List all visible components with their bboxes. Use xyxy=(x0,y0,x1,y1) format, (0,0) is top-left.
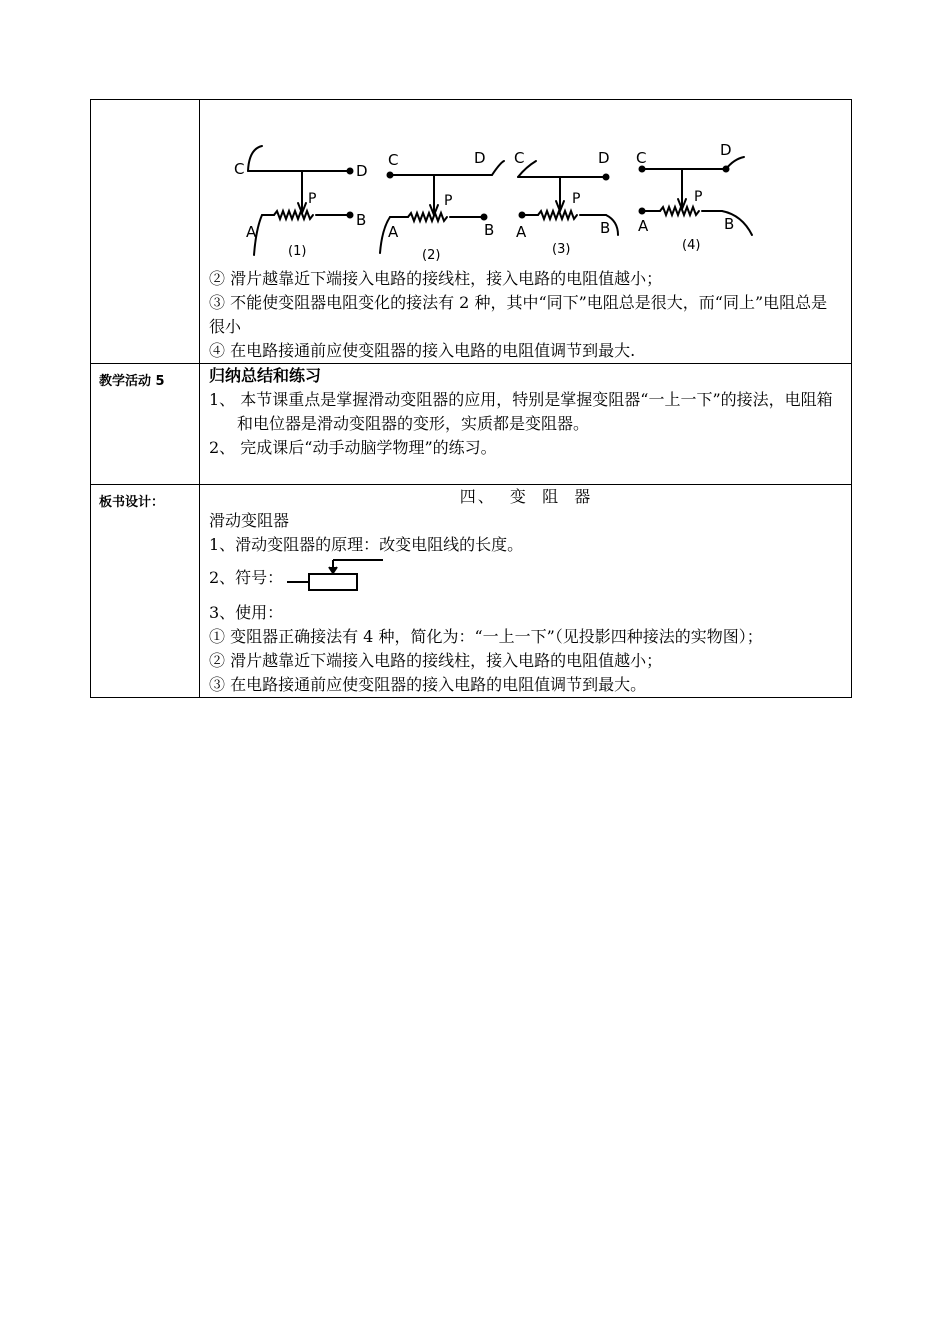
diagram4-label-a: A xyxy=(638,217,649,235)
diagram3-label-a: A xyxy=(516,223,527,241)
diagram2-label-c: C xyxy=(388,151,399,169)
lesson-plan-table xyxy=(90,99,852,698)
diagram-2 xyxy=(380,149,504,263)
diagram2-caption: (2) xyxy=(422,248,441,263)
board-symbol-row xyxy=(209,561,843,595)
board-usage-2: ② 滑片越靠近下端接入电路的接线柱，接入电路的电阻值越小； xyxy=(209,651,663,670)
activity5-title: 归纳总结和练习 xyxy=(209,366,322,385)
top-line-4: ④ 在电路接通前应使变阻器的接入电路的电阻值调节到最大. xyxy=(209,341,636,360)
rheostat-symbol-icon xyxy=(287,558,365,592)
board-usage-1: ① 变阻器正确接法有 4 种，简化为：“一上一下”（见投影四种接法的实物图）； xyxy=(209,627,763,646)
activity5-label: 教学活动 5 xyxy=(91,364,200,485)
activity5-item-2: 2、 完成课后“动手动脑学物理”的练习。 xyxy=(209,438,497,457)
activity5-item-1: 1、 本节课重点是掌握滑动变阻器的应用，特别是掌握变阻器“一上一下”的接法，电阻箱和电位器是滑动变阻器的变形，实质都是变阻器。 xyxy=(209,390,833,433)
diagram4-label-d: D xyxy=(720,141,732,159)
diagram3-caption: (3) xyxy=(552,242,571,257)
diagram1-label-p: P xyxy=(308,191,317,207)
activity5-content xyxy=(200,364,852,485)
diagram3-label-c: C xyxy=(514,149,525,167)
row-activity5 xyxy=(91,364,852,485)
diagram2-label-a: A xyxy=(388,223,399,241)
diagram3-label-p: P xyxy=(572,191,581,207)
row-diagrams xyxy=(91,100,852,364)
diagram-content-cell xyxy=(200,100,852,364)
board-subtitle: 滑动变阻器 xyxy=(209,511,290,530)
board-principle: 1、滑动变阻器的原理：改变电阻线的长度。 xyxy=(209,535,524,554)
board-usage-label: 3、使用： xyxy=(209,603,284,622)
diagram4-label-p: P xyxy=(694,189,703,205)
diagram3-label-b: B xyxy=(600,219,611,237)
diagram2-label-d: D xyxy=(474,149,486,167)
diagram1-caption: (1) xyxy=(288,244,307,259)
diagram-1 xyxy=(234,146,368,259)
row-board-design xyxy=(91,485,852,698)
rheostat-connection-diagrams xyxy=(222,119,762,263)
diagram-4 xyxy=(636,141,752,253)
diagram1-label-d: D xyxy=(356,162,368,180)
diagram-3 xyxy=(514,149,618,257)
diagram4-label-c: C xyxy=(636,149,647,167)
diagram2-label-b: B xyxy=(484,221,495,239)
top-line-2: ② 滑片越靠近下端接入电路的接线柱，接入电路的电阻值越小； xyxy=(209,269,663,288)
diagram4-label-b: B xyxy=(724,215,735,233)
empty-label-cell xyxy=(91,100,200,364)
diagram1-label-b: B xyxy=(356,211,367,229)
diagram2-label-p: P xyxy=(444,193,453,209)
board-content xyxy=(200,485,852,698)
top-line-3: ③ 不能使变阻器电阻变化的接法有 2 种，其中“同下”电阻总是很大，而“同上”电阻总是很小 xyxy=(209,293,828,336)
diagram3-label-d: D xyxy=(598,149,610,167)
board-label: 板书设计： xyxy=(91,485,200,698)
diagram4-caption: (4) xyxy=(682,238,701,253)
diagram1-label-c: C xyxy=(234,160,245,178)
board-usage-3: ③ 在电路接通前应使变阻器的接入电路的电阻值调节到最大。 xyxy=(209,675,647,694)
board-title: 四、 变 阻 器 xyxy=(459,487,593,506)
board-symbol-label: 2、符号： xyxy=(209,568,284,587)
diagram1-label-a: A xyxy=(246,223,257,241)
